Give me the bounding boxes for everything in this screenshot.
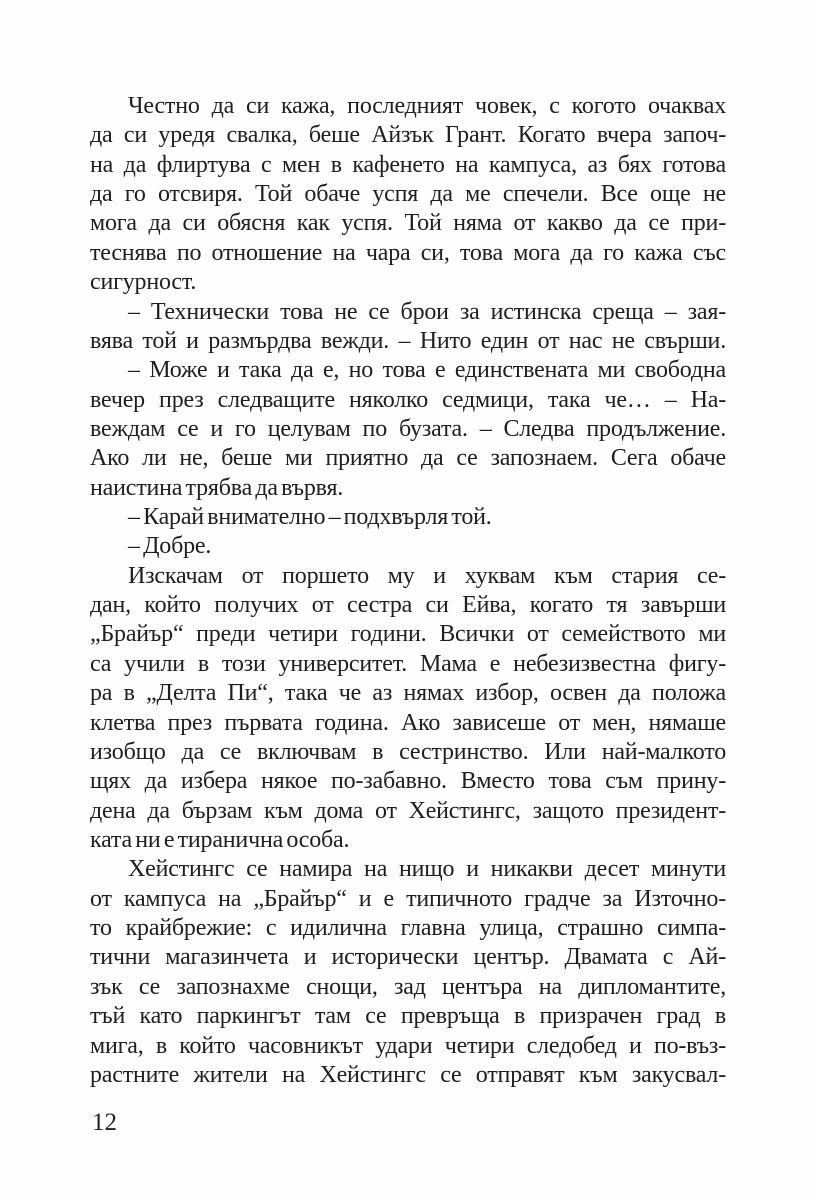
text-line: веждам се и го целувам по бузата. – Следва продължение.: [90, 415, 726, 442]
text-line: ра в „Делта Пи“, така че аз нямах избор, освен да положа: [90, 680, 726, 707]
text-line: – Карай внимателно – подхвърля той.: [128, 504, 492, 531]
paragraph: [90, 92, 726, 298]
paragraph: [90, 356, 726, 503]
text-line: дан, който получих от сестра си Ейва, когато тя завърши: [90, 592, 726, 619]
text-line: сигурност.: [90, 269, 197, 296]
text-line: зък се запознахме снощи, зад центъра на дипломантите,: [90, 973, 726, 1000]
text-line: на да флиртува с мен в кафенето на кампуса, аз бях готова: [90, 151, 726, 178]
paragraph: [90, 562, 726, 856]
text-line: мига, в който часовникът удари четири следобед и по-въз-: [90, 1032, 726, 1059]
text-line: Ако ли не, беше ми приятно да се запознаем. Сега обаче: [90, 445, 726, 472]
text-line: вява той и размърдва вежди. – Нито един от нас не свърши.: [90, 327, 726, 354]
text-line: „Брайър“ преди четири години. Всички от семейството ми: [90, 621, 726, 648]
text-line: – Може и така да е, но това е единствената ми свободна: [128, 357, 726, 384]
text-line: щях да избера някое по-забавно. Вместо това съм прину-: [90, 768, 726, 795]
page-number: 12: [92, 1109, 117, 1136]
text-line: тъй като паркингът там се превръща в призрачен град в: [90, 1003, 726, 1030]
text-line: от кампуса на „Брайър“ и е типичното градче за Източно-: [90, 885, 726, 912]
paragraph: [90, 503, 726, 532]
text-line: мога да си обясня как успя. Той няма от какво да се при-: [90, 210, 726, 237]
text-line: Честно да си кажа, последният човек, с когото очаквах: [128, 93, 726, 119]
paragraph: [90, 532, 726, 561]
text-line: Хейстингс се намира на нищо и никакви десет минути: [128, 856, 726, 883]
text-line: – Технически това не се брои за истинска среща – зая-: [128, 298, 726, 325]
text-line: теснява по отношение на чара си, това мога да го кажа със: [90, 239, 726, 266]
text-line: да си уредя свалка, беше Айзък Грант. Когато вчера започ-: [90, 122, 726, 149]
text-line: растните жители на Хейстингс се отправят към закусвал-: [90, 1061, 726, 1088]
text-line: тични магазинчета и исторически център. Двамата с Ай-: [90, 944, 726, 971]
text-line: то крайбрежие: с идилична главна улица, страшно симпа-: [90, 915, 726, 942]
text-line: са учили в този университет. Мама е небезизвестна фигу-: [90, 650, 726, 677]
text-line: да го отсвиря. Той обаче успя да ме спечели. Все още не: [90, 181, 726, 208]
text-line: наистина трябва да вървя.: [90, 474, 344, 501]
text-line: изобщо да се включвам в сестринство. Или най-малкото: [90, 738, 726, 765]
text-line: вечер през следващите няколко седмици, така че… – На-: [90, 386, 726, 413]
text-line: – Добре.: [128, 533, 212, 560]
text-line: ката ни е тиранична особа.: [90, 826, 350, 853]
paragraph: [90, 298, 726, 357]
page-text: [90, 92, 726, 1090]
text-line: Изскачам от поршето му и хуквам към стария се-: [128, 562, 726, 589]
paragraph: [90, 855, 726, 1090]
text-line: клетва през първата година. Ако зависеше от мен, нямаше: [90, 709, 726, 736]
text-line: дена да бързам към дома от Хейстингс, защото президент-: [90, 797, 726, 824]
